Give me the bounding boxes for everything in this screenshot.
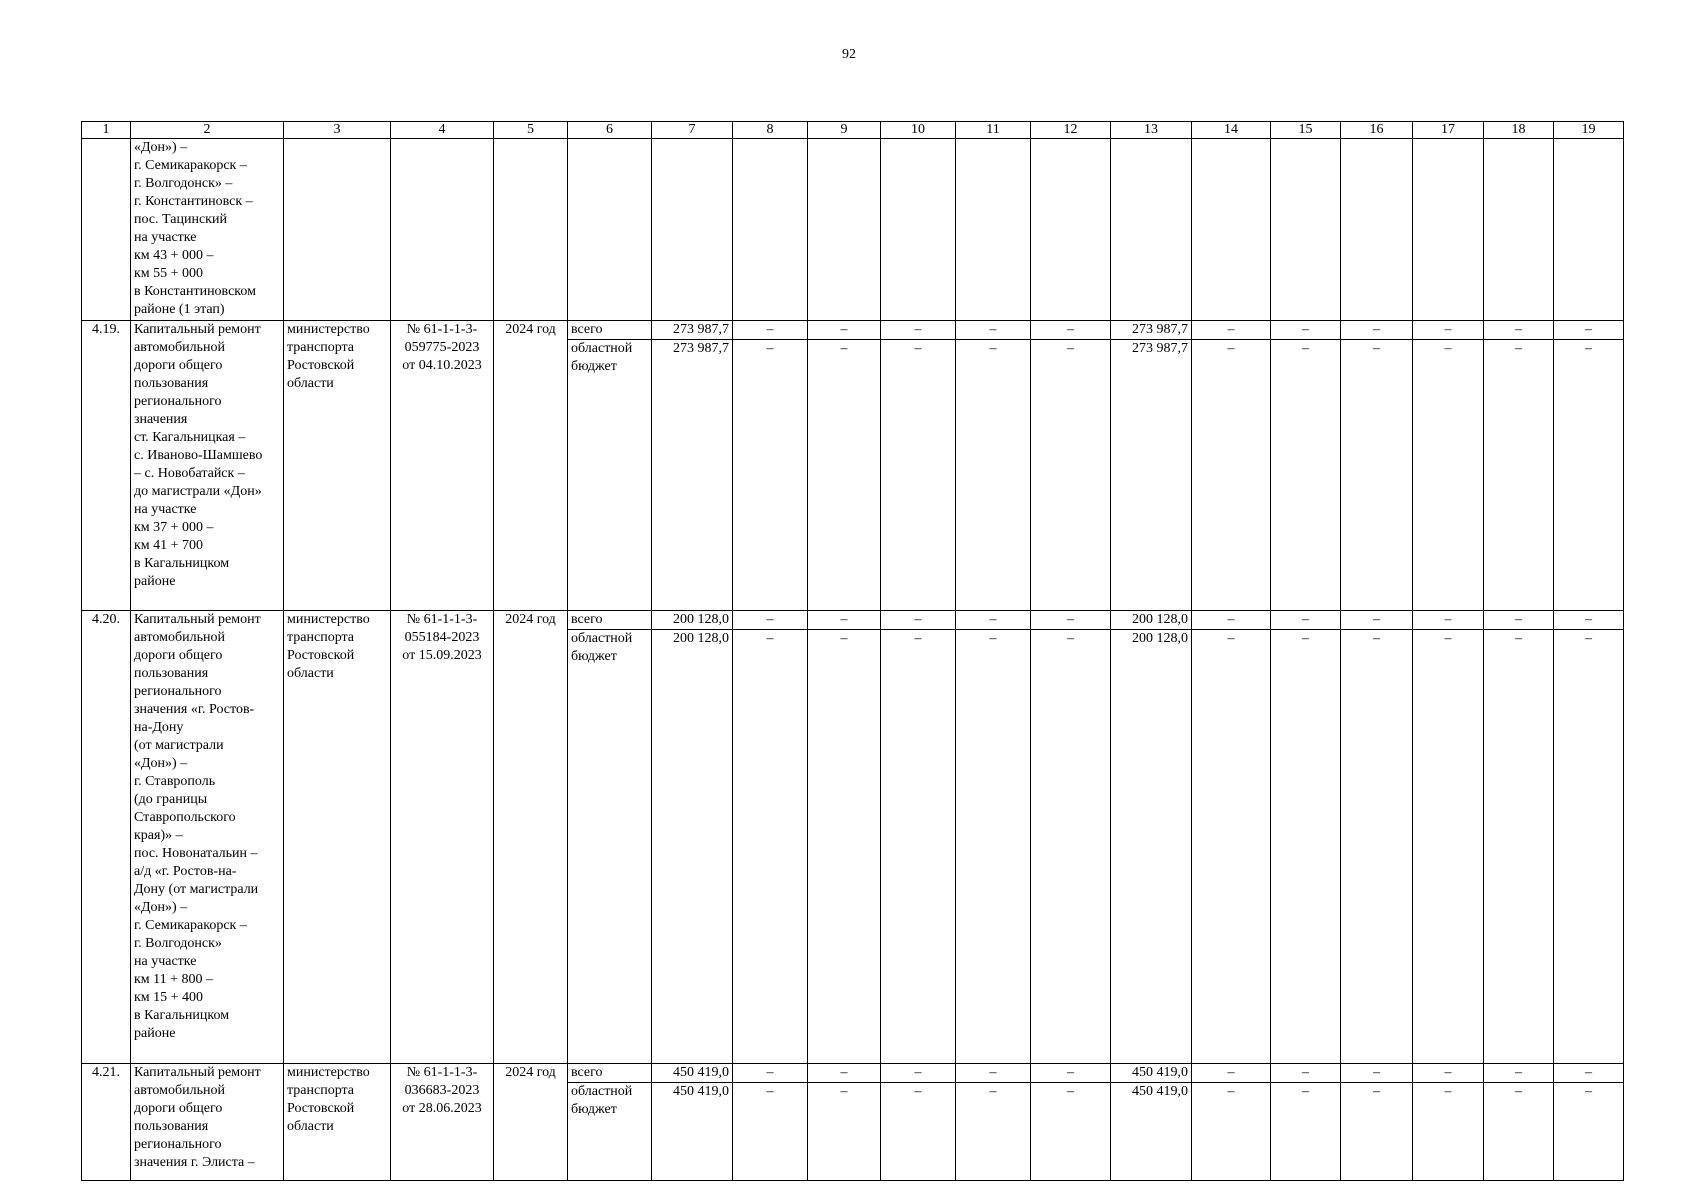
dash-cell: – bbox=[1192, 321, 1271, 340]
column-header: 2 bbox=[131, 122, 284, 139]
column-header: 4 bbox=[391, 122, 494, 139]
column-header: 13 bbox=[1111, 122, 1192, 139]
empty-cell bbox=[284, 139, 391, 321]
empty-cell bbox=[733, 139, 808, 321]
budget-amount: 200 128,0 bbox=[652, 630, 733, 1064]
dash-cell: – bbox=[1031, 340, 1111, 611]
empty-cell bbox=[568, 139, 652, 321]
table-row-total bbox=[82, 1064, 1624, 1083]
column-header: 14 bbox=[1192, 122, 1271, 139]
year-amount-total: 450 419,0 bbox=[1111, 1064, 1192, 1083]
dash-cell: – bbox=[1413, 321, 1484, 340]
empty-cell bbox=[1554, 139, 1624, 321]
dash-cell: – bbox=[733, 340, 808, 611]
page-number: 92 bbox=[842, 47, 856, 62]
dash-cell: – bbox=[1413, 340, 1484, 611]
implementation-year: 2024 год bbox=[494, 611, 568, 1064]
column-header: 15 bbox=[1271, 122, 1341, 139]
column-header: 19 bbox=[1554, 122, 1624, 139]
dash-cell: – bbox=[1192, 1064, 1271, 1083]
dash-cell: – bbox=[956, 611, 1031, 630]
dash-cell: – bbox=[1271, 630, 1341, 1064]
dash-cell: – bbox=[733, 611, 808, 630]
dash-cell: – bbox=[733, 1064, 808, 1083]
funding-source-budget: областной бюджет bbox=[568, 340, 652, 611]
column-header: 5 bbox=[494, 122, 568, 139]
expertise-document: № 61-1-1-3- 059775-2023 от 04.10.2023 bbox=[391, 321, 494, 611]
year-amount-budget: 450 419,0 bbox=[1111, 1083, 1192, 1181]
expertise-document: № 61-1-1-3- 036683-2023 от 28.06.2023 bbox=[391, 1064, 494, 1181]
column-number-header-row bbox=[82, 122, 1624, 139]
dash-cell: – bbox=[1271, 340, 1341, 611]
budget-amount: 450 419,0 bbox=[652, 1083, 733, 1181]
empty-cell bbox=[1192, 139, 1271, 321]
dash-cell: – bbox=[808, 1064, 881, 1083]
dash-cell: – bbox=[733, 1083, 808, 1181]
dash-cell: – bbox=[1413, 1083, 1484, 1181]
dash-cell: – bbox=[1031, 321, 1111, 340]
dash-cell: – bbox=[1413, 611, 1484, 630]
continuation-row bbox=[82, 139, 1624, 321]
dash-cell: – bbox=[1484, 630, 1554, 1064]
empty-cell bbox=[1341, 139, 1413, 321]
investment-table bbox=[81, 121, 1624, 1181]
dash-cell: – bbox=[733, 321, 808, 340]
funding-source-budget: областной бюджет bbox=[568, 1083, 652, 1181]
year-amount-budget: 273 987,7 bbox=[1111, 340, 1192, 611]
column-header: 18 bbox=[1484, 122, 1554, 139]
executor: министерство транспорта Ростовской области bbox=[284, 321, 391, 611]
dash-cell: – bbox=[956, 1083, 1031, 1181]
column-header: 16 bbox=[1341, 122, 1413, 139]
dash-cell: – bbox=[1192, 1083, 1271, 1181]
table-row-total bbox=[82, 611, 1624, 630]
column-header: 9 bbox=[808, 122, 881, 139]
empty-cell bbox=[1271, 139, 1341, 321]
column-header: 17 bbox=[1413, 122, 1484, 139]
dash-cell: – bbox=[733, 630, 808, 1064]
executor: министерство транспорта Ростовской области bbox=[284, 1064, 391, 1181]
dash-cell: – bbox=[1341, 1064, 1413, 1083]
implementation-year: 2024 год bbox=[494, 1064, 568, 1181]
empty-cell bbox=[1111, 139, 1192, 321]
dash-cell: – bbox=[1413, 630, 1484, 1064]
dash-cell: – bbox=[1484, 321, 1554, 340]
dash-cell: – bbox=[956, 630, 1031, 1064]
empty-cell bbox=[808, 139, 881, 321]
column-header: 11 bbox=[956, 122, 1031, 139]
empty-cell bbox=[1031, 139, 1111, 321]
dash-cell: – bbox=[1192, 630, 1271, 1064]
dash-cell: – bbox=[1554, 340, 1624, 611]
dash-cell: – bbox=[1484, 1083, 1554, 1181]
dash-cell: – bbox=[1484, 611, 1554, 630]
dash-cell: – bbox=[956, 1064, 1031, 1083]
column-header: 8 bbox=[733, 122, 808, 139]
funding-source-total: всего bbox=[568, 321, 652, 340]
dash-cell: – bbox=[808, 611, 881, 630]
expertise-document: № 61-1-1-3- 055184-2023 от 15.09.2023 bbox=[391, 611, 494, 1064]
dash-cell: – bbox=[881, 1083, 956, 1181]
dash-cell: – bbox=[956, 340, 1031, 611]
year-amount-total: 273 987,7 bbox=[1111, 321, 1192, 340]
funding-source-budget: областной бюджет bbox=[568, 630, 652, 1064]
dash-cell: – bbox=[1484, 1064, 1554, 1083]
dash-cell: – bbox=[1484, 340, 1554, 611]
dash-cell: – bbox=[1554, 321, 1624, 340]
empty-cell bbox=[881, 139, 956, 321]
column-header: 10 bbox=[881, 122, 956, 139]
dash-cell: – bbox=[881, 630, 956, 1064]
dash-cell: – bbox=[881, 1064, 956, 1083]
dash-cell: – bbox=[1271, 1083, 1341, 1181]
dash-cell: – bbox=[1341, 321, 1413, 340]
dash-cell: – bbox=[1341, 630, 1413, 1064]
executor: министерство транспорта Ростовской области bbox=[284, 611, 391, 1064]
empty-cell bbox=[1413, 139, 1484, 321]
dash-cell: – bbox=[1271, 1064, 1341, 1083]
empty-cell bbox=[391, 139, 494, 321]
column-header: 3 bbox=[284, 122, 391, 139]
empty-cell bbox=[956, 139, 1031, 321]
dash-cell: – bbox=[1031, 1083, 1111, 1181]
dash-cell: – bbox=[1554, 1064, 1624, 1083]
dash-cell: – bbox=[1341, 340, 1413, 611]
dash-cell: – bbox=[1554, 1083, 1624, 1181]
column-header: 1 bbox=[82, 122, 131, 139]
dash-cell: – bbox=[808, 340, 881, 611]
dash-cell: – bbox=[1031, 1064, 1111, 1083]
year-amount-total: 200 128,0 bbox=[1111, 611, 1192, 630]
dash-cell: – bbox=[1341, 611, 1413, 630]
row-number: 4.21. bbox=[82, 1064, 131, 1181]
budget-amount: 273 987,7 bbox=[652, 340, 733, 611]
row-number: 4.19. bbox=[82, 321, 131, 611]
dash-cell: – bbox=[1271, 321, 1341, 340]
table-row-total bbox=[82, 321, 1624, 340]
object-name-continuation: «Дон») – г. Семикаракорск – г. Волгодонск» – г. Константиновск – пос. Тацинский на участке км 43 + 000 – км 55 + 000 в Константиновском районе (1 этап) bbox=[131, 139, 284, 321]
total-amount: 200 128,0 bbox=[652, 611, 733, 630]
row-number: 4.20. bbox=[82, 611, 131, 1064]
empty-cell bbox=[1484, 139, 1554, 321]
column-header: 12 bbox=[1031, 122, 1111, 139]
object-name: Капитальный ремонт автомобильной дороги общего пользования регионального значения г. Элиста – bbox=[131, 1064, 284, 1181]
column-header: 7 bbox=[652, 122, 733, 139]
dash-cell: – bbox=[808, 321, 881, 340]
dash-cell: – bbox=[1031, 611, 1111, 630]
dash-cell: – bbox=[956, 321, 1031, 340]
funding-source-total: всего bbox=[568, 1064, 652, 1083]
empty-cell bbox=[494, 139, 568, 321]
dash-cell: – bbox=[1192, 611, 1271, 630]
dash-cell: – bbox=[808, 630, 881, 1064]
object-name: Капитальный ремонт автомобильной дороги общего пользования регионального значения ст. Кагальницкая – с. Иваново-Шамшево – с. Новобатайск – до магистрали «Дон» на участке км 37 + 000 – км 41 + 700 в Кагальницком районе bbox=[131, 321, 284, 611]
dash-cell: – bbox=[881, 611, 956, 630]
dash-cell: – bbox=[881, 321, 956, 340]
dash-cell: – bbox=[1031, 630, 1111, 1064]
dash-cell: – bbox=[881, 340, 956, 611]
dash-cell: – bbox=[1413, 1064, 1484, 1083]
dash-cell: – bbox=[808, 1083, 881, 1181]
funding-source-total: всего bbox=[568, 611, 652, 630]
empty-cell bbox=[652, 139, 733, 321]
implementation-year: 2024 год bbox=[494, 321, 568, 611]
dash-cell: – bbox=[1341, 1083, 1413, 1181]
year-amount-budget: 200 128,0 bbox=[1111, 630, 1192, 1064]
column-header: 6 bbox=[568, 122, 652, 139]
empty-cell bbox=[82, 139, 131, 321]
dash-cell: – bbox=[1554, 630, 1624, 1064]
total-amount: 450 419,0 bbox=[652, 1064, 733, 1083]
dash-cell: – bbox=[1271, 611, 1341, 630]
dash-cell: – bbox=[1554, 611, 1624, 630]
dash-cell: – bbox=[1192, 340, 1271, 611]
object-name: Капитальный ремонт автомобильной дороги общего пользования регионального значения «г. Ростов- на-Дону (от магистрали «Дон») – г. Ставрополь (до границы Ставропольского края)» – пос. Новонатальин – а/д «г. Ростов-на- Дону (от магистрали «Дон») – г. Семикаракорск – г. Волгодонск» на участке км 11 + 800 – км 15 + 400 в Кагальницком районе bbox=[131, 611, 284, 1064]
total-amount: 273 987,7 bbox=[652, 321, 733, 340]
